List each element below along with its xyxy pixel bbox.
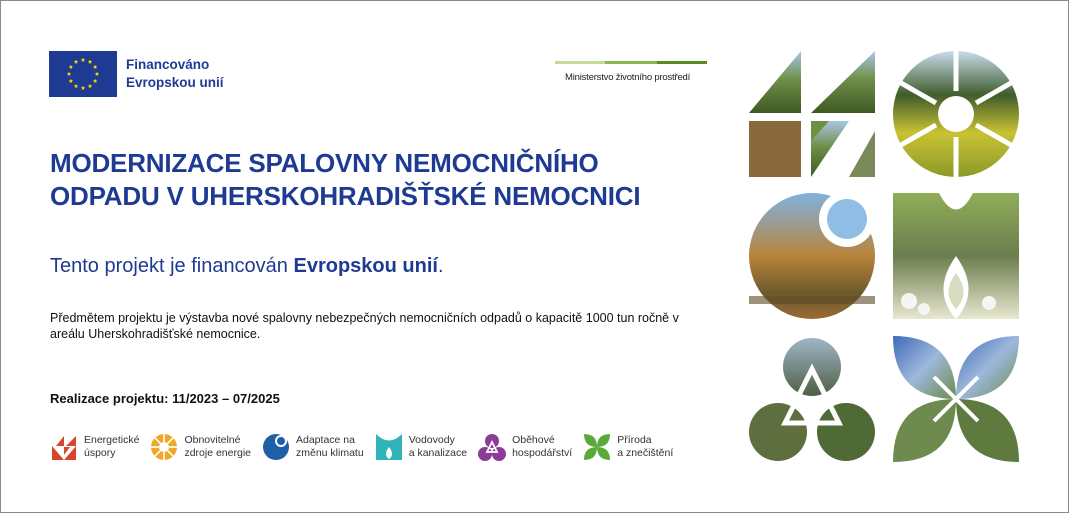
photo-mosaic	[749, 51, 1019, 463]
funding-statement	[50, 255, 444, 278]
category-label-4b: a kanalizace	[408, 447, 468, 459]
eu-line1: Financováno	[126, 57, 210, 72]
category-label-2a: Obnovitelné	[184, 434, 241, 446]
category-label-2b: zdroje energie	[184, 447, 251, 459]
category-circular-economy	[478, 433, 572, 461]
mosaic-tile-nature	[893, 336, 1019, 462]
category-label-1a: Energetické	[84, 434, 140, 446]
title-line2: ODPADU V UHERSKOHRADIŠŤSKÉ NEMOCNICI	[50, 181, 641, 211]
eu-flag-icon	[49, 51, 117, 97]
mosaic-tile-climate	[749, 191, 875, 319]
category-label-1b: úspory	[84, 447, 116, 459]
category-label-6a: Příroda	[617, 434, 652, 446]
climate-adaptation-icon	[262, 433, 290, 461]
category-renewable-energy	[150, 433, 251, 461]
category-water-supply	[375, 433, 467, 461]
eu-funding-logo	[49, 51, 224, 97]
title-line1: MODERNIZACE SPALOVNY NEMOCNIČNÍHO	[50, 148, 599, 178]
project-title	[50, 147, 730, 213]
mosaic-tile-energy	[749, 51, 875, 177]
project-description: Předmětem projektu je výstavba nové spalovny nebezpečných nemocničních odpadů o kapacitě 1000 tun ročně v areálu Uherskohradišťské nemocnice.	[50, 311, 679, 341]
water-supply-icon	[375, 433, 403, 461]
category-label-3a: Adaptace na	[296, 434, 355, 446]
ministry-bar-light	[555, 61, 605, 64]
funding-suffix: .	[437, 255, 444, 277]
nature-pollution-icon	[583, 433, 611, 461]
photo-mosaic-graphic	[749, 51, 1019, 463]
mosaic-tile-renewable	[893, 51, 1019, 177]
ministry-bar-mid	[605, 61, 657, 64]
category-nature-pollution	[583, 433, 673, 461]
renewable-energy-icon	[150, 433, 178, 461]
category-label-4a: Vodovody	[408, 434, 455, 446]
category-climate-adaptation	[262, 433, 364, 461]
category-label-5a: Oběhové	[512, 434, 555, 446]
mosaic-tile-circular	[749, 338, 875, 461]
energy-savings-icon	[50, 433, 78, 461]
ministry-color-bars	[555, 61, 707, 64]
category-icons	[50, 433, 684, 461]
eu-line2: Evropskou unií	[126, 75, 224, 90]
ministry-logo	[555, 61, 707, 83]
category-label-5b: hospodářství	[512, 447, 573, 459]
funding-prefix: Tento projekt je financován	[50, 255, 294, 277]
ministry-name: Ministerstvo životního prostředí	[565, 72, 691, 83]
circular-economy-icon	[478, 433, 506, 461]
project-period: Realizace projektu: 11/2023 – 07/2025	[50, 391, 280, 406]
category-label-3b: změnu klimatu	[296, 447, 364, 459]
category-label-6b: a znečištění	[617, 447, 674, 459]
category-energy-savings	[50, 433, 139, 461]
mosaic-tile-water	[893, 193, 1019, 319]
eu-funding-text	[126, 56, 224, 92]
funding-emphasis: Evropskou unií	[293, 255, 438, 277]
ministry-bar-dark	[657, 61, 707, 64]
